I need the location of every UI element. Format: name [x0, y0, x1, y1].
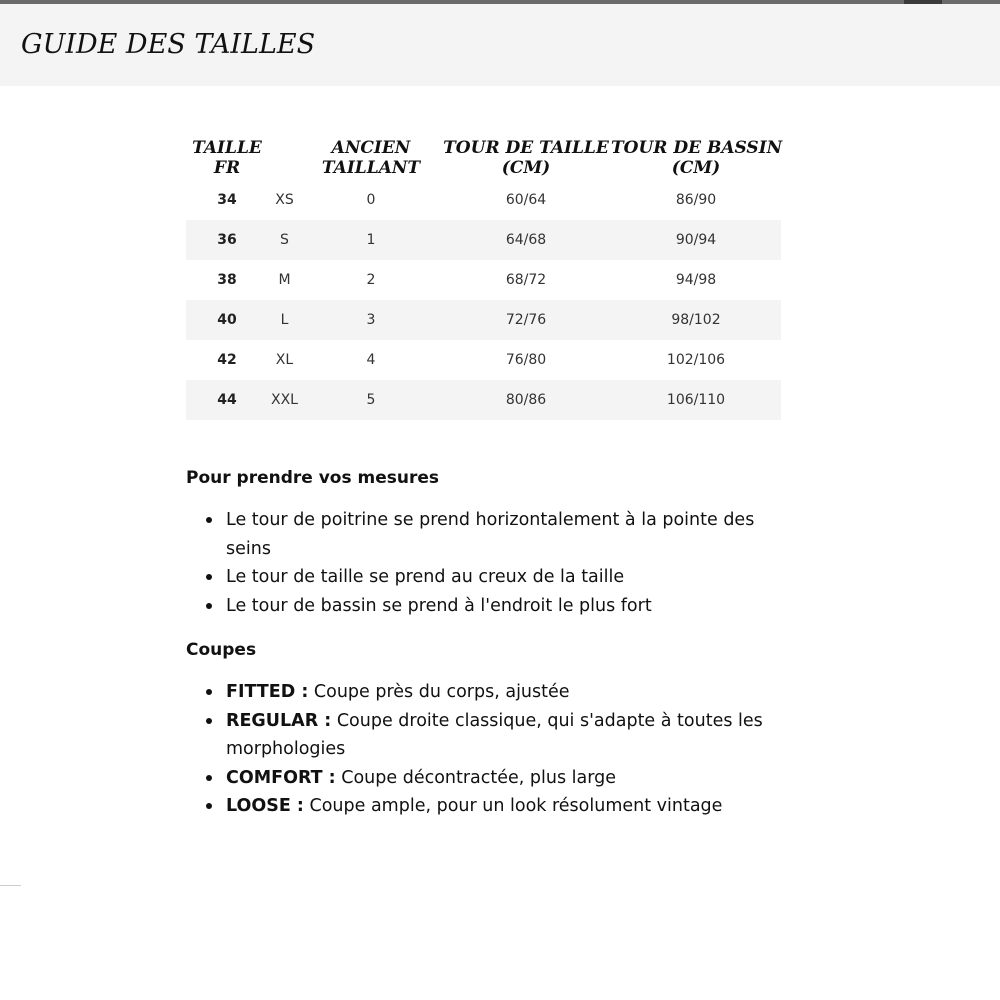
cell-taille-fr: 36: [186, 220, 268, 260]
cell-ancien-taillant: 4: [366, 352, 376, 368]
cell-taille-fr: 38: [217, 272, 237, 288]
list-item: [226, 792, 786, 821]
list-item: Le tour de taille se prend au creux de la taille: [226, 563, 786, 592]
header-tour-taille-line1: TOUR DE TAILLE: [443, 138, 609, 158]
header-taille-fr: [186, 130, 268, 180]
header-tour-de-taille: [441, 130, 611, 180]
cell-tour-de-bassin: 94/98: [675, 272, 717, 288]
cell-ancien-taillant: 5: [301, 380, 441, 420]
header-tour-bassin-line2: (CM): [671, 158, 721, 178]
fit-description: Coupe ample, pour un look résolument vintage: [303, 796, 723, 816]
fits-title: Coupes: [186, 640, 257, 660]
fits-list: [186, 678, 786, 821]
table-row: [186, 220, 781, 260]
fit-description: Coupe décontractée, plus large: [335, 767, 617, 788]
measurements-section: [186, 468, 786, 620]
cell-ancien-taillant: 2: [366, 272, 376, 288]
cell-letter-size: XS: [275, 192, 294, 208]
cell-ancien-taillant: 0: [366, 192, 376, 208]
cell-letter-size: XL: [275, 352, 294, 368]
size-table: [186, 130, 781, 420]
fit-label: FITTED :: [226, 682, 309, 702]
cell-letter-size: L: [268, 300, 301, 340]
cell-letter-size: S: [268, 220, 301, 260]
cell-taille-fr: 40: [186, 300, 268, 340]
size-guide-content: [186, 130, 786, 816]
table-row: [186, 260, 781, 300]
table-row: [186, 180, 781, 220]
cell-taille-fr: 44: [186, 380, 268, 420]
table-row: [186, 300, 781, 340]
header-tour-bassin-line1: TOUR DE BASSIN: [611, 138, 783, 158]
cell-tour-de-taille: 60/64: [505, 192, 547, 208]
header-taille-fr-line1: TAILLE: [192, 138, 262, 158]
divider: [0, 885, 21, 886]
table-row: [186, 380, 781, 420]
measurements-list: [186, 506, 786, 620]
header-taille-fr-line2: FR: [213, 158, 241, 178]
measurements-title: Pour prendre vos mesures: [186, 468, 440, 488]
cell-tour-de-taille: 68/72: [505, 272, 547, 288]
cell-letter-size: M: [278, 272, 291, 288]
header-ancien-taillant: [301, 130, 441, 180]
fit-label: LOOSE :: [226, 796, 304, 816]
cell-ancien-taillant: 3: [301, 300, 441, 340]
cell-tour-de-bassin: 102/106: [666, 352, 726, 368]
header-tour-de-bassin: [611, 130, 781, 180]
cell-taille-fr: 42: [217, 352, 237, 368]
cell-tour-de-taille: 76/80: [505, 352, 547, 368]
list-item: [226, 764, 786, 793]
list-item: Le tour de bassin se prend à l'endroit le plus fort: [226, 592, 786, 621]
list-item: [226, 707, 786, 764]
fits-section: [186, 640, 786, 821]
list-item: Le tour de poitrine se prend horizontalement à la pointe des seins: [226, 506, 786, 563]
header-letter-size: [268, 130, 301, 180]
cell-letter-size: XXL: [268, 380, 301, 420]
cell-tour-de-bassin: 98/102: [611, 300, 781, 340]
cell-tour-de-taille: 64/68: [441, 220, 611, 260]
cell-tour-de-bassin: 106/110: [611, 380, 781, 420]
cell-tour-de-bassin: 90/94: [611, 220, 781, 260]
cell-tour-de-taille: 72/76: [441, 300, 611, 340]
page-header: [0, 4, 1000, 86]
header-tour-taille-line2: (CM): [501, 158, 551, 178]
header-ancien-line2: TAILLANT: [321, 158, 421, 178]
header-ancien-line1: ANCIEN: [331, 138, 411, 158]
cell-taille-fr: 34: [217, 192, 237, 208]
page-title: GUIDE DES TAILLES: [21, 29, 316, 60]
fit-description: Coupe près du corps, ajustée: [308, 682, 570, 702]
cell-ancien-taillant: 1: [301, 220, 441, 260]
list-item: [226, 678, 786, 707]
table-row: [186, 340, 781, 380]
size-table-header-row: [186, 130, 781, 180]
fit-description: Coupe droite classique, qui s'adapte à toutes les morphologies: [226, 710, 763, 759]
fit-label: REGULAR :: [226, 710, 332, 731]
cell-tour-de-taille: 80/86: [441, 380, 611, 420]
cell-tour-de-bassin: 86/90: [675, 192, 717, 208]
fit-label: COMFORT :: [226, 767, 336, 788]
